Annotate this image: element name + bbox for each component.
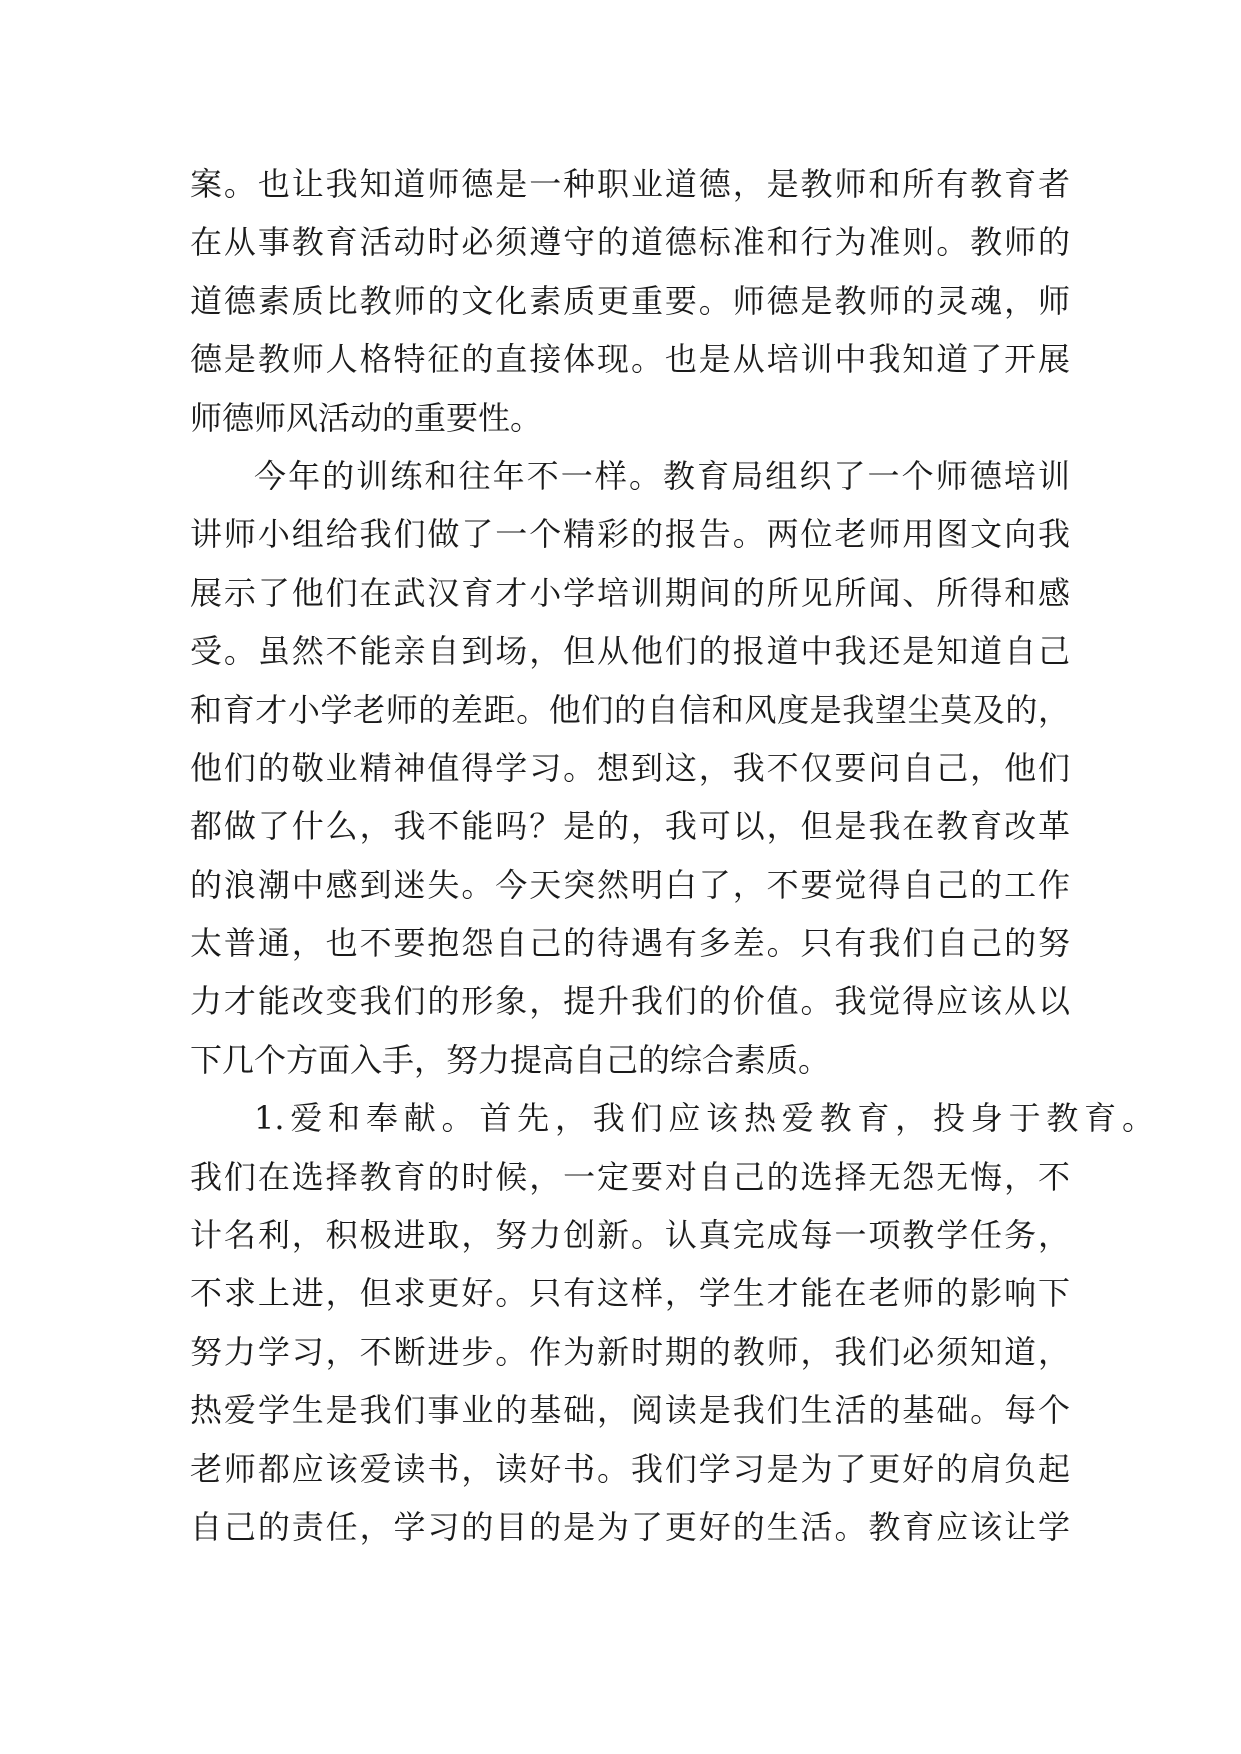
text-line: 案。也让我知道师德是一种职业道德，是教师和所有教育者 — [190, 165, 1070, 203]
text-line: 我们在选择教育的时候，一定要对自己的选择无怨无悔，不 — [190, 1157, 1070, 1196]
text-line: 和育才小学老师的差距。他们的自信和风度是我望尘莫及的， — [190, 690, 1070, 729]
text-line: 道德素质比教师的文化素质更重要。师德是教师的灵魂，师 — [190, 281, 1070, 320]
text-line: 师德师风活动的重要性。 — [190, 398, 543, 437]
text-line: 的浪潮中感到迷失。今天突然明白了，不要觉得自己的工作 — [190, 865, 1070, 904]
text-line: 自己的责任，学习的目的是为了更好的生活。教育应该让学 — [190, 1507, 1070, 1546]
text-line: 计名利，积极进取，努力创新。认真完成每一项教学任务， — [190, 1216, 1070, 1255]
text-line: 热爱学生是我们事业的基础，阅读是我们生活的基础。每个 — [190, 1391, 1070, 1430]
text-line: 讲师小组给我们做了一个精彩的报告。两位老师用图文向我 — [190, 515, 1070, 554]
text-line: 太普通，也不要抱怨自己的待遇有多差。只有我们自己的努 — [190, 924, 1070, 963]
text-line: 1.爱和奉献。首先，我们应该热爱教育，投身于教育。 — [254, 1099, 1154, 1138]
text-line: 受。虽然不能亲自到场，但从他们的报道中我还是知道自己 — [190, 632, 1070, 671]
text-line: 展示了他们在武汉育才小学培训期间的所见所闻、所得和感 — [190, 573, 1070, 612]
text-line: 他们的敬业精神值得学习。想到这，我不仅要问自己，他们 — [190, 748, 1070, 787]
text-line: 力才能改变我们的形象，提升我们的价值。我觉得应该从以 — [190, 982, 1070, 1021]
text-line: 努力学习，不断进步。作为新时期的教师，我们必须知道， — [190, 1332, 1070, 1371]
text-line: 德是教师人格特征的直接体现。也是从培训中我知道了开展 — [190, 340, 1070, 379]
text-line: 在从事教育活动时必须遵守的道德标准和行为准则。教师的 — [190, 223, 1070, 262]
text-line: 不求上进，但求更好。只有这样，学生才能在老师的影响下 — [190, 1274, 1070, 1313]
text-line: 老师都应该爱读书，读好书。我们学习是为了更好的肩负起 — [190, 1449, 1070, 1488]
text-line: 都做了什么，我不能吗？是的，我可以，但是我在教育改革 — [190, 807, 1070, 846]
text-line: 今年的训练和往年不一样。教育局组织了一个师德培训 — [254, 456, 1070, 495]
text-line: 下几个方面入手，努力提高自己的综合素质。 — [190, 1040, 831, 1079]
body-text — [190, 155, 1154, 1556]
